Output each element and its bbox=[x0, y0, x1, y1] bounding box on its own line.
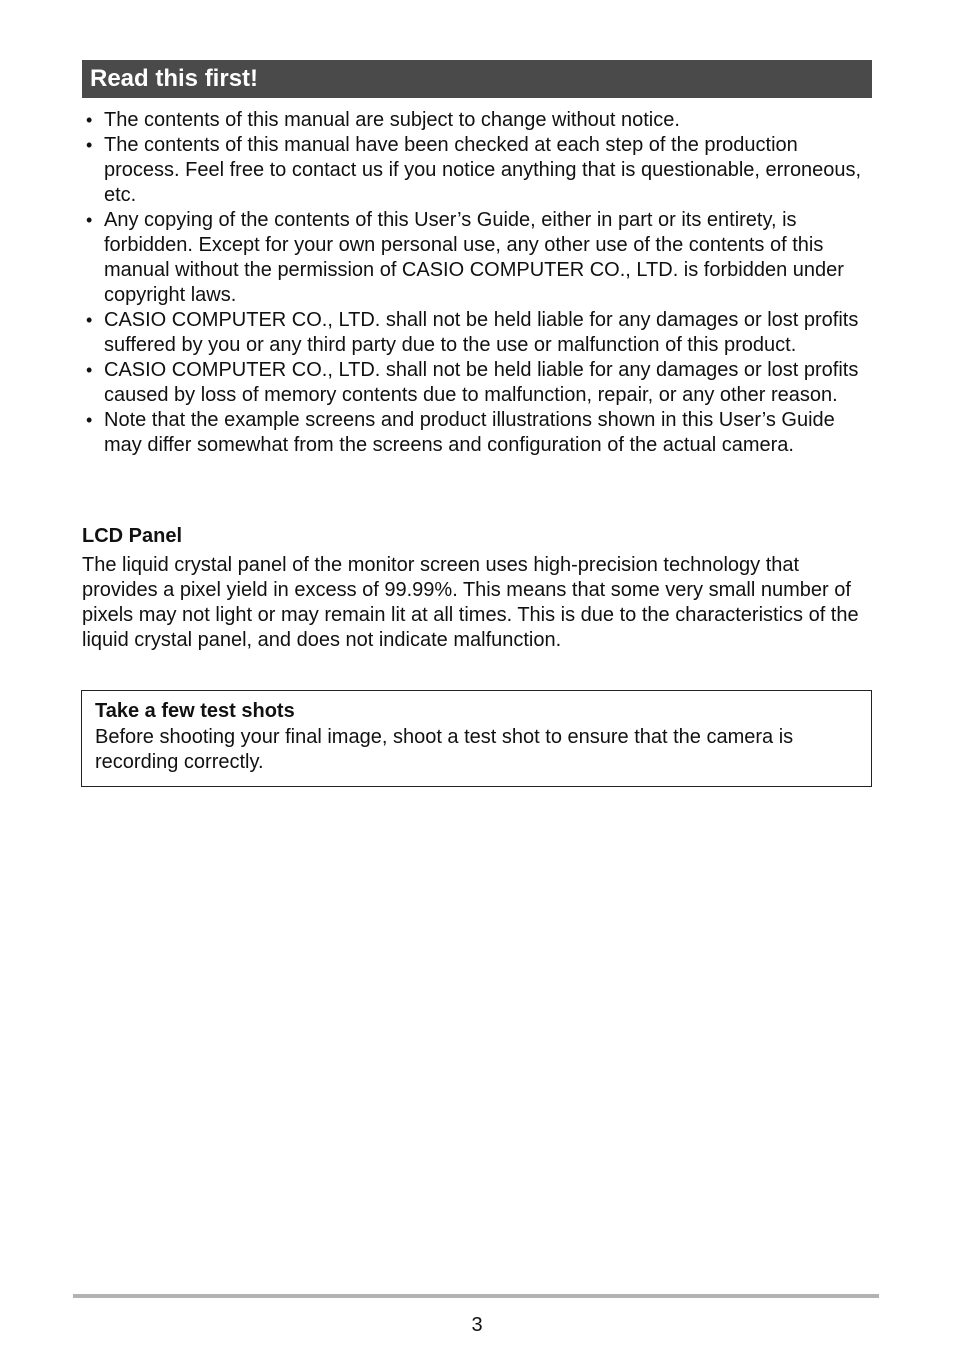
list-item-text: Note that the example screens and product illustrations shown in this User’s Guide may differ somewhat from the screens and configuration of the actual camera. bbox=[104, 409, 835, 456]
notice-list bbox=[82, 108, 874, 458]
bullet-icon: • bbox=[86, 110, 93, 130]
bullet-icon: • bbox=[86, 135, 93, 155]
bullet-icon: • bbox=[86, 310, 93, 330]
list-item-text: The contents of this manual have been checked at each step of the production process. Feel free to contact us if you notice anything that is questionable, erroneous, etc. bbox=[104, 134, 862, 206]
list-item-text: The contents of this manual are subject to change without notice. bbox=[104, 109, 680, 131]
list-item bbox=[82, 358, 874, 408]
list-item bbox=[82, 308, 874, 358]
list-item bbox=[82, 408, 874, 458]
footer-divider bbox=[73, 1294, 879, 1298]
page-heading-bar bbox=[82, 60, 872, 98]
list-item bbox=[82, 108, 874, 133]
page-number: 3 bbox=[471, 1314, 483, 1336]
bullet-icon: • bbox=[86, 360, 93, 380]
test-shots-note-box bbox=[81, 690, 872, 787]
lcd-panel-heading: LCD Panel bbox=[82, 525, 183, 547]
list-item-text: Any copying of the contents of this User’s Guide, either in part or its entirety, is forbidden. Except for your own personal use, any other use of the contents of this manual without the permission of CASIO COMPUTER CO., LTD. is forbidden under copyright laws. bbox=[104, 209, 844, 306]
bullet-icon: • bbox=[86, 210, 93, 230]
note-title: Take a few test shots bbox=[95, 700, 295, 722]
list-item bbox=[82, 208, 874, 308]
bullet-icon: • bbox=[86, 410, 93, 430]
lcd-panel-paragraph: The liquid crystal panel of the monitor screen uses high-precision technology that provides a pixel yield in excess of 99.99%. This means that some very small number of pixels may not light or may remain lit at all times. This is due to the characteristics of the liquid crystal panel, and does not indicate malfunction. bbox=[82, 554, 859, 651]
list-item-text: CASIO COMPUTER CO., LTD. shall not be held liable for any damages or lost profits caused by loss of memory contents due to malfunction, repair, or any other reason. bbox=[104, 359, 859, 406]
note-body: Before shooting your final image, shoot a test shot to ensure that the camera is recording correctly. bbox=[95, 726, 794, 773]
list-item-text: CASIO COMPUTER CO., LTD. shall not be held liable for any damages or lost profits suffered by you or any third party due to the use or malfunction of this product. bbox=[104, 309, 859, 356]
page-title: Read this first! bbox=[90, 65, 259, 92]
list-item bbox=[82, 133, 874, 208]
